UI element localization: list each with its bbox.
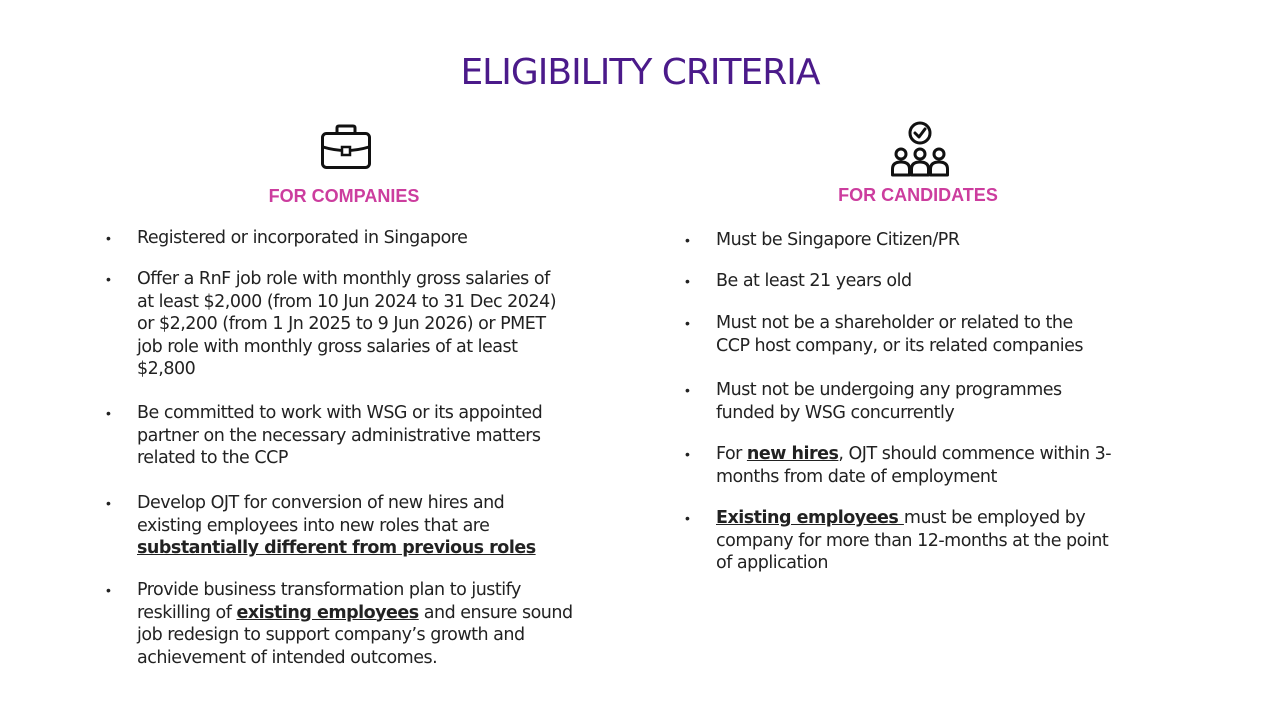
candidates-item-3-line-1: Must not be a shareholder or related to the <box>716 313 1073 333</box>
candidates-item-6-line-1-after: must be employed by <box>903 508 1086 528</box>
candidates-item-3-line-2: CCP host company, or its related companies <box>716 335 1084 356</box>
candidates-item-5-line-1-before: For <box>716 444 747 464</box>
companies-item-3-line-3: related to the CCP <box>137 448 288 468</box>
companies-item-4-line-1: Develop OJT for conversion of new hires and <box>137 493 505 513</box>
companies-item-2-line-2: at least $2,000 (from 10 Jun 2024 to 31 Dec 2024) <box>137 291 557 312</box>
companies-item-3-line-1: Be committed to work with WSG or its appointed <box>137 403 543 423</box>
companies-item-3-line-2: partner on the necessary administrative matters <box>137 425 541 446</box>
companies-item-5-emphasis: existing employees <box>236 602 419 623</box>
candidates-heading: FOR CANDIDATES <box>838 185 998 205</box>
companies-item-5-line-2-before: reskilling of <box>137 602 237 623</box>
companies-item-2-line-3: or $2,200 (from 1 Jn 2025 to 9 Jun 2026) or PMET <box>137 314 546 334</box>
candidates-item-1-line-1: Must be Singapore Citizen/PR <box>716 230 960 250</box>
candidates-item-4-line-2: funded by WSG concurrently <box>716 402 955 423</box>
group-check-icon <box>890 120 950 178</box>
companies-item-5-line-4: achievement of intended outcomes. <box>137 647 438 668</box>
candidates-item-5-line-1-after: , OJT should commence within 3- <box>838 444 1112 464</box>
companies-item-1-line-1: Registered or incorporated in Singapore <box>137 228 468 248</box>
candidates-item-2-line-1: Be at least 21 years old <box>716 271 912 291</box>
companies-heading: FOR COMPANIES <box>268 186 420 206</box>
companies-item-2-line-4: job role with monthly gross salaries of at least <box>137 336 518 357</box>
companies-item-5-line-2-after: and ensure sound <box>418 602 573 623</box>
companies-item-2-line-1: Offer a RnF job role with monthly gross salaries of <box>137 269 550 289</box>
candidates-item-4-line-1: Must not be undergoing any programmes <box>716 380 1062 400</box>
briefcase-icon <box>320 124 372 172</box>
candidates-item-5-emphasis: new hires <box>746 444 839 464</box>
candidates-item-6-line-3: of application <box>716 553 828 573</box>
companies-item-5-line-1: Provide business transformation plan to justify <box>137 580 521 600</box>
companies-item-4-line-2: existing employees into new roles that are <box>137 515 490 536</box>
candidates-item-6-line-2: company for more than 12-months at the point <box>716 530 1109 551</box>
candidates-item-5-line-2: months from date of employment <box>716 466 997 487</box>
companies-item-5-line-3: job redesign to support company’s growth and <box>137 625 525 645</box>
candidates-item-6-emphasis: Existing employees <box>716 508 904 528</box>
companies-item-2-line-5: $2,800 <box>137 359 196 379</box>
companies-item-4-emphasis: substantially different from previous roles <box>137 538 536 558</box>
page-title: ELIGIBILITY CRITERIA <box>460 52 820 93</box>
